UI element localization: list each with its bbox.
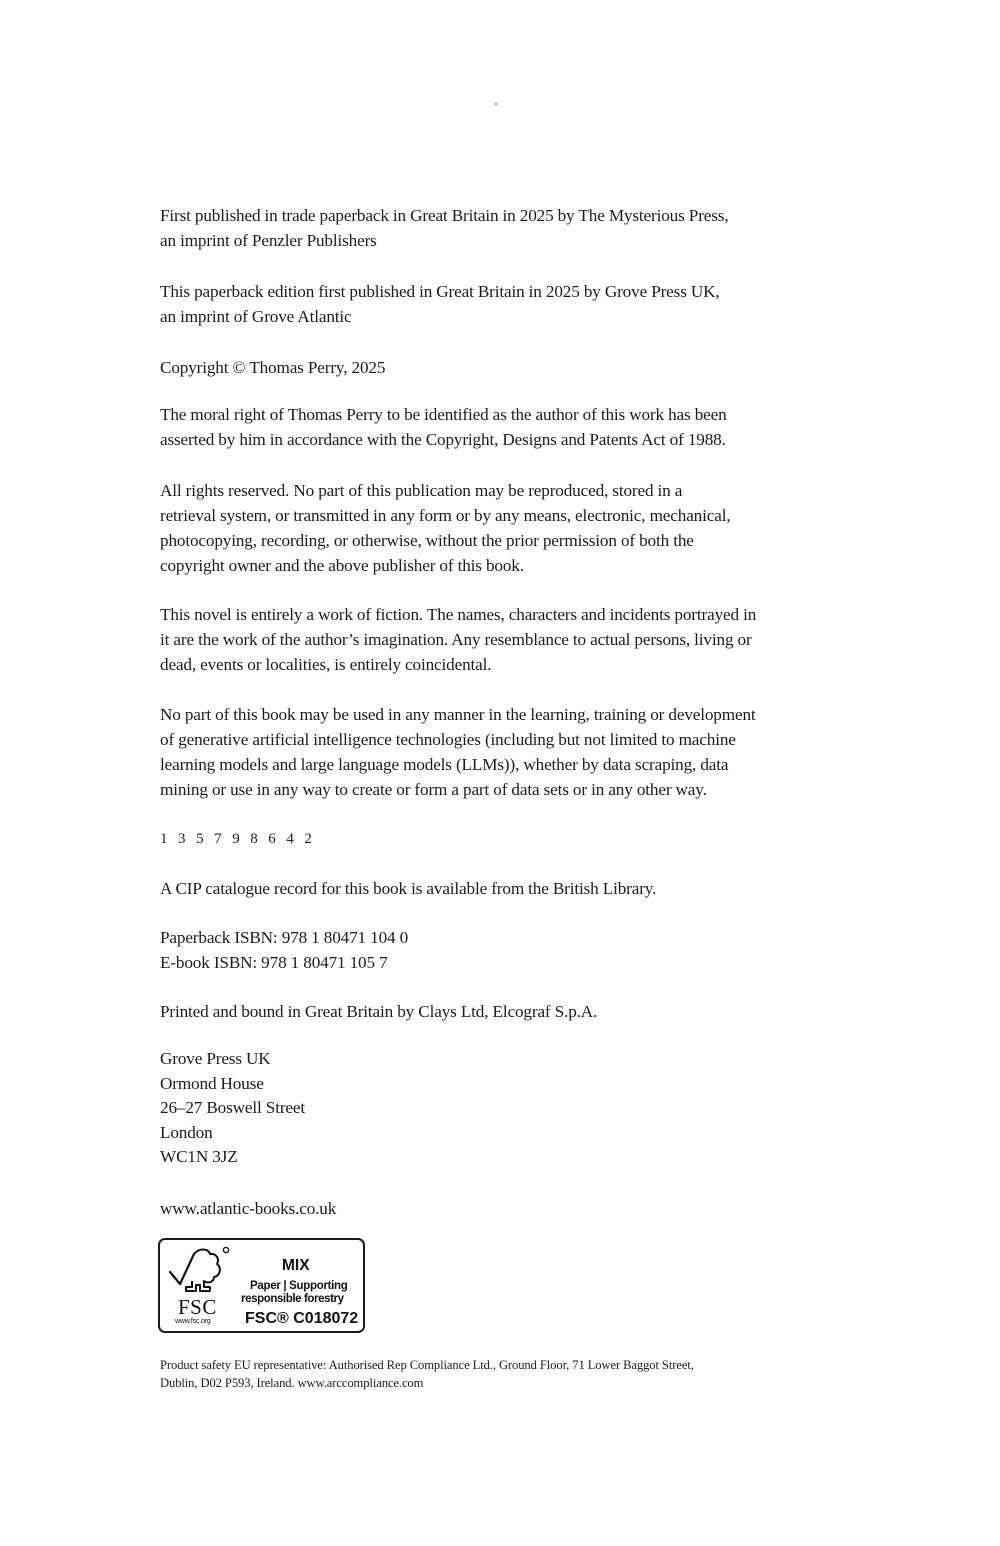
text-line: Dublin, D02 P593, Ireland. www.arccompliance.com	[160, 1376, 424, 1390]
printed-by: Printed and bound in Great Britain by Clays Ltd, Elcograf S.p.A.	[160, 1002, 598, 1021]
cip-record: A CIP catalogue record for this book is available from the British Library.	[160, 879, 657, 898]
rights-reserved-paragraph	[160, 478, 730, 578]
first-published-paragraph	[160, 203, 729, 253]
fsc-license-code: FSC® C018072	[245, 1310, 359, 1327]
text-line: Copyright © Thomas Perry, 2025	[160, 358, 386, 377]
fsc-tree-check-icon	[166, 1244, 238, 1300]
fiction-notice-paragraph	[160, 602, 756, 677]
fsc-mix-label: MIX	[282, 1257, 310, 1274]
fsc-category-line-2: responsible forestry	[241, 1293, 344, 1305]
address-line: WC1N 3JZ	[160, 1147, 238, 1166]
text-line: copyright owner and the above publisher of this book.	[160, 556, 524, 575]
fsc-category-line-1: Paper | Supporting	[250, 1280, 348, 1292]
address-line: Grove Press UK	[160, 1049, 271, 1068]
text-line: retrieval system, or transmitted in any form or by any means, electronic, mechanical,	[160, 506, 731, 525]
scan-speck	[495, 103, 497, 105]
moral-right-paragraph	[160, 402, 727, 452]
eu-representative-notice	[160, 1356, 694, 1392]
ebook-isbn: E-book ISBN: 978 1 80471 105 7	[160, 953, 388, 972]
text-line: of generative artificial intelligence technologies (including but not limited to machine	[160, 730, 736, 749]
text-line: This paperback edition first published in Great Britain in 2025 by Grove Press UK,	[160, 282, 720, 301]
fsc-url: www.fsc.org	[175, 1318, 211, 1325]
copyright-notice	[160, 355, 385, 380]
text-line: This novel is entirely a work of fiction. The names, characters and incidents portrayed in	[160, 605, 757, 624]
text-line: The moral right of Thomas Perry to be identified as the author of this work has been	[160, 405, 727, 424]
publisher-address	[160, 1047, 305, 1170]
isbn-block	[160, 925, 408, 975]
text-line: First published in trade paperback in Great Britain in 2025 by The Mysterious Press,	[160, 206, 729, 225]
text-line: learning models and large language models (LLMs)), whether by data scraping, data	[160, 755, 729, 774]
text-line: Product safety EU representative: Authorised Rep Compliance Ltd., Ground Floor, 71 Lower Baggot Street,	[160, 1358, 694, 1372]
text-line: dead, events or localities, is entirely coincidental.	[160, 655, 492, 674]
publisher-website: www.atlantic-books.co.uk	[160, 1199, 337, 1218]
address-line: 26–27 Boswell Street	[160, 1098, 305, 1117]
text-line: it are the work of the author’s imagination. Any resemblance to actual persons, living or	[160, 630, 752, 649]
paperback-edition-paragraph	[160, 279, 720, 329]
address-line: Ormond House	[160, 1073, 264, 1093]
fsc-wordmark: FSC	[178, 1295, 217, 1319]
paperback-isbn: Paperback ISBN: 978 1 80471 104 0	[160, 928, 409, 947]
address-line: London	[160, 1122, 213, 1142]
text-line: photocopying, recording, or otherwise, without the prior permission of both the	[160, 531, 694, 550]
text-line: mining or use in any way to create or form a part of data sets or in any other way.	[160, 780, 707, 799]
printing-line: 1 3 5 7 9 8 6 4 2	[160, 831, 316, 847]
text-line: an imprint of Grove Atlantic	[160, 307, 352, 326]
fsc-logo	[158, 1238, 365, 1333]
text-line: All rights reserved. No part of this publication may be reproduced, stored in a	[160, 481, 683, 500]
text-line: an imprint of Penzler Publishers	[160, 231, 377, 250]
text-line: asserted by him in accordance with the Copyright, Designs and Patents Act of 1988.	[160, 430, 726, 449]
ai-notice-paragraph	[160, 702, 756, 802]
text-line: No part of this book may be used in any manner in the learning, training or development	[160, 705, 756, 724]
